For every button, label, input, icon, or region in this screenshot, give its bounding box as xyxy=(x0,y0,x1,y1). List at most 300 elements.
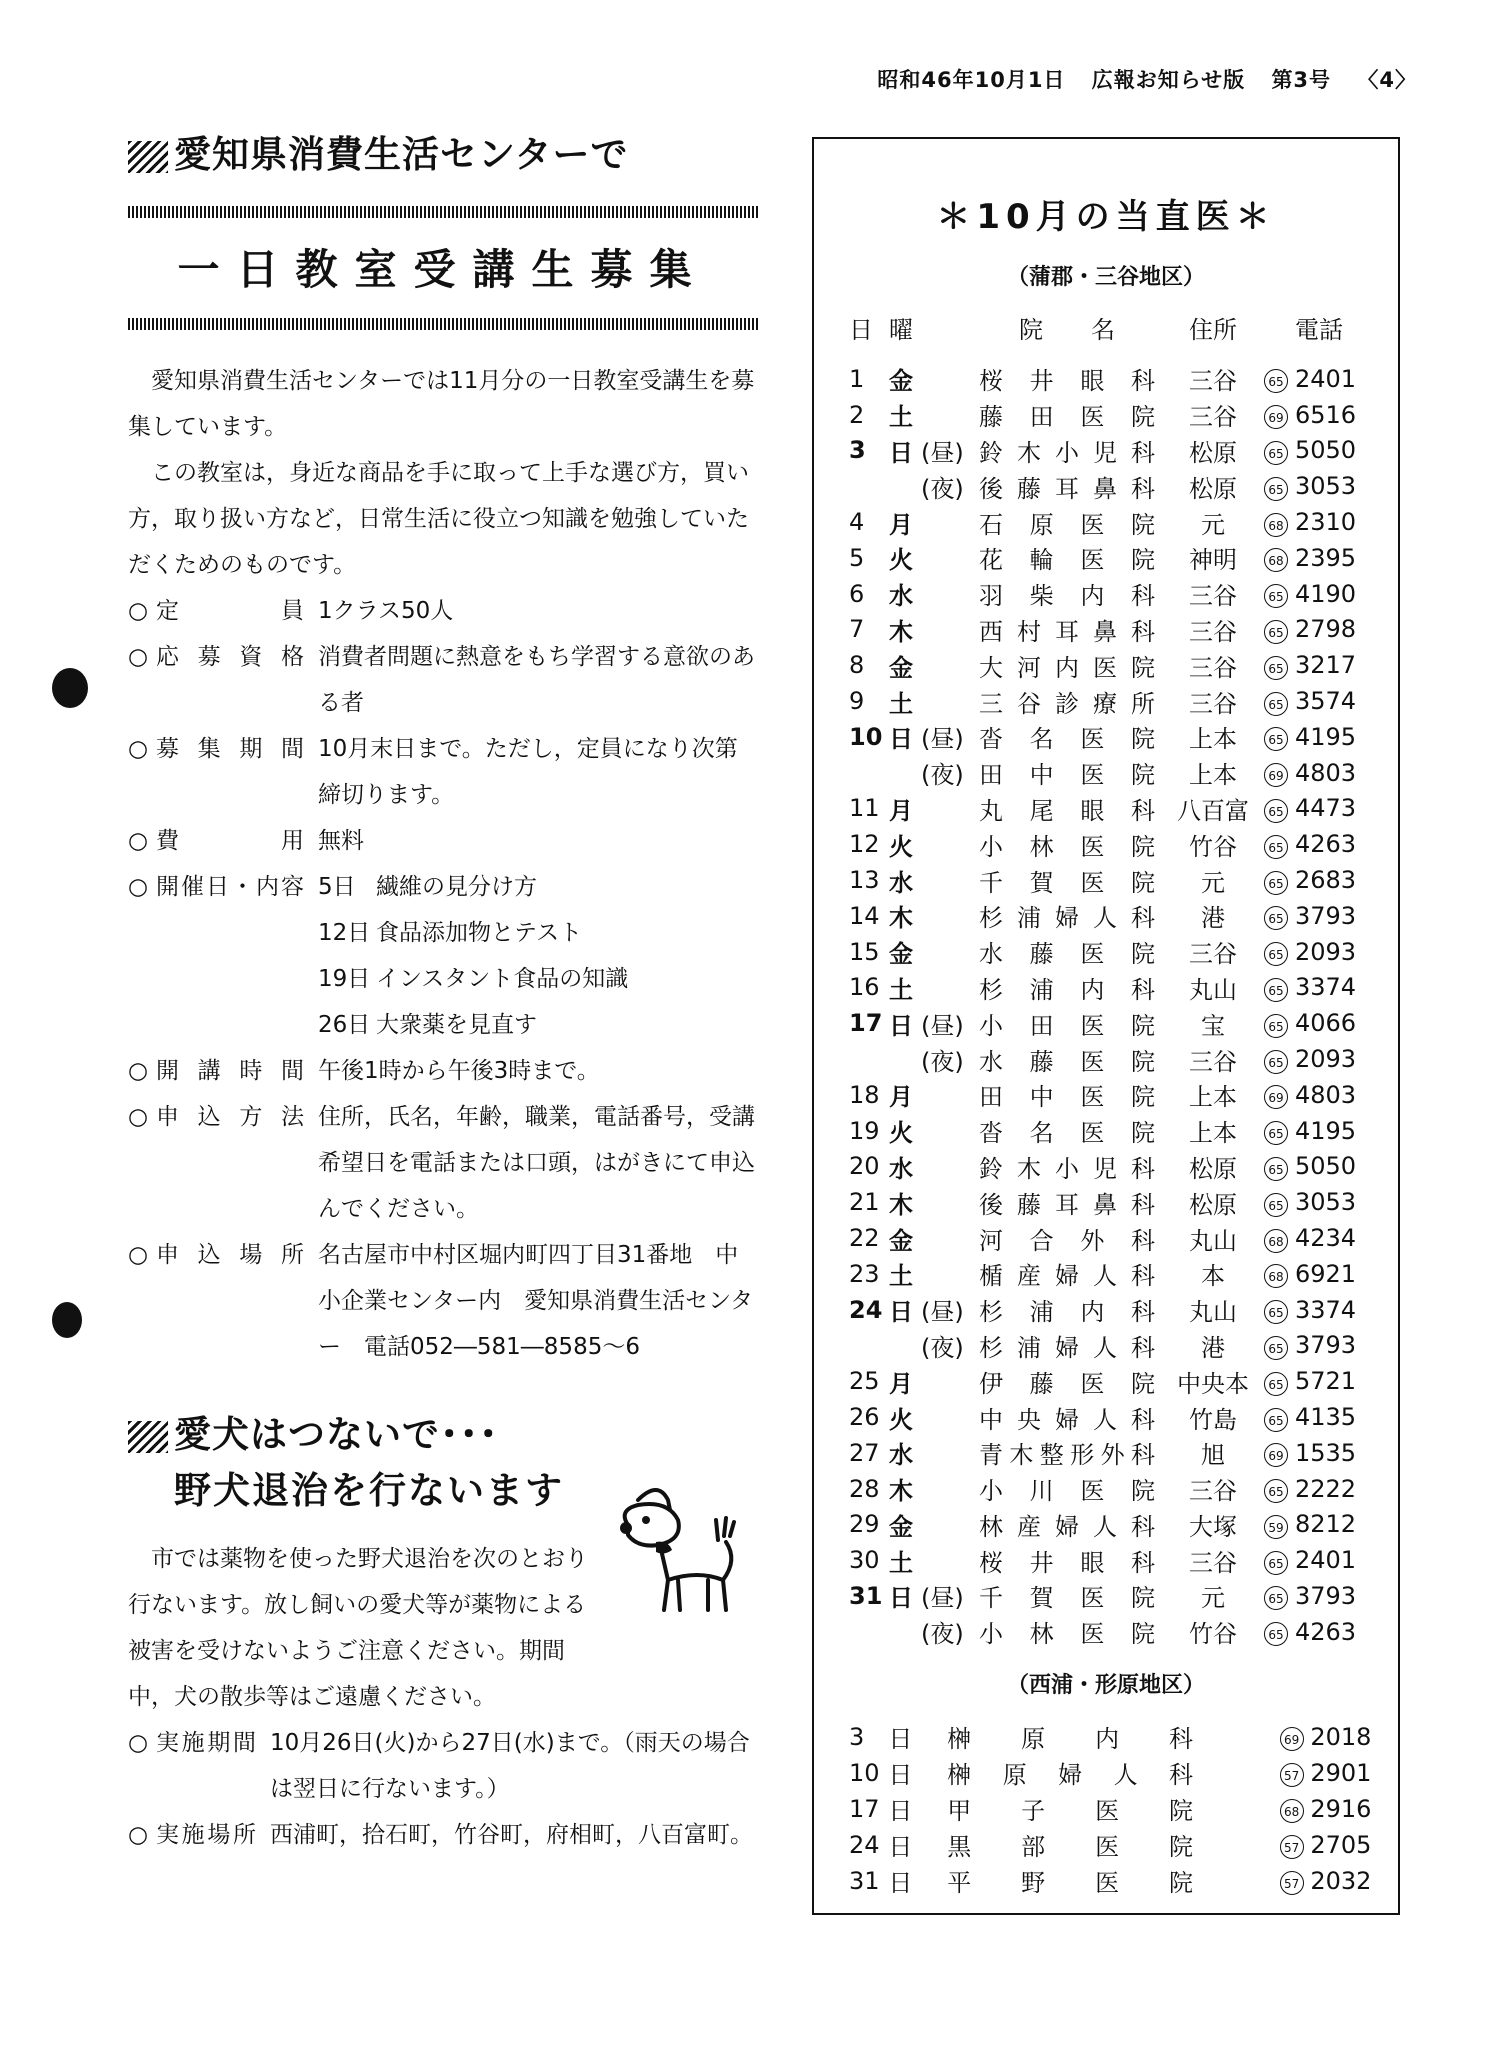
exchange-badge: 65 xyxy=(1264,1372,1288,1396)
table-row xyxy=(849,540,1389,576)
exchange-cell xyxy=(1257,937,1295,966)
weekday-cell: 日 xyxy=(889,725,913,754)
district-heading: （西浦・形原地区） xyxy=(1006,1672,1205,1698)
phone-cell: 2093 xyxy=(1295,1045,1357,1074)
clinic-name: 花輪医院 xyxy=(979,546,1155,575)
weekday-cell: 水 xyxy=(889,1441,913,1470)
exchange-badge: 65 xyxy=(1264,871,1288,895)
exchange-badge: 69 xyxy=(1264,1443,1288,1467)
exchange-cell xyxy=(1257,1474,1295,1503)
phone-cell: 6921 xyxy=(1295,1259,1357,1288)
exchange-cell xyxy=(1257,1080,1295,1109)
phone-cell: 6516 xyxy=(1295,400,1357,429)
schedule-item: ○ 開催日・内容 5日 繊維の見分け方 12日 食品添加物とテスト 19日 インスタント食品の知識 26日 大衆薬を見直す xyxy=(128,864,758,1048)
day-cell: 7 xyxy=(849,615,865,644)
phone-cell: 1535 xyxy=(1295,1438,1357,1467)
table-row xyxy=(849,1184,1389,1220)
exchange-cell xyxy=(1257,1224,1295,1253)
address-cell: 元 xyxy=(1201,1584,1225,1613)
phone-cell: 4263 xyxy=(1295,1617,1357,1646)
phone-cell: 2018 xyxy=(1310,1722,1372,1751)
day-cell: 8 xyxy=(849,651,865,680)
phone-cell: 2901 xyxy=(1310,1758,1372,1787)
day-cell: 22 xyxy=(849,1224,880,1253)
shift-cell: (昼) xyxy=(921,438,964,467)
duty-table xyxy=(849,305,1389,1650)
address-cell: 竹谷 xyxy=(1189,832,1237,861)
table-row xyxy=(849,1863,1389,1899)
info-item: ○ 費用 無料 xyxy=(128,828,364,854)
address-cell: 上本 xyxy=(1189,1119,1237,1148)
clinic-name: 桜井眼科 xyxy=(979,1548,1155,1577)
clinic-name: 大河内医院 xyxy=(979,653,1155,682)
phone-cell: 3217 xyxy=(1295,651,1357,680)
clinic-name: 石原医院 xyxy=(979,510,1155,539)
table-row xyxy=(849,826,1389,862)
table-row xyxy=(849,468,1389,504)
exchange-badge: 65 xyxy=(1264,441,1288,465)
phone-cell: 5050 xyxy=(1295,1152,1357,1181)
exchange-cell xyxy=(1257,1152,1295,1181)
address-cell: 神明 xyxy=(1189,546,1237,575)
address-cell: 大塚 xyxy=(1189,1512,1237,1541)
exchange-cell xyxy=(1257,866,1295,895)
phone-cell: 8212 xyxy=(1295,1510,1357,1539)
weekday-cell: 金 xyxy=(889,940,913,969)
consumer-heading: 愛知県消費生活センターで xyxy=(128,130,758,180)
phone-cell: 2093 xyxy=(1295,937,1357,966)
clinic-name: 小川医院 xyxy=(979,1477,1155,1506)
weekday-cell: 日 xyxy=(889,438,913,467)
table-row xyxy=(849,361,1389,397)
exchange-cell xyxy=(1257,973,1295,1002)
exchange-badge: 65 xyxy=(1264,942,1288,966)
phone-cell: 2916 xyxy=(1310,1794,1372,1823)
address-cell: 松原 xyxy=(1189,1154,1237,1183)
info-item: ○ 定員 1クラス50人 xyxy=(128,598,454,624)
day-cell: 19 xyxy=(849,1116,880,1145)
day-cell: 10 xyxy=(849,722,883,751)
weekday-cell: 日 xyxy=(888,1833,913,1862)
phone-cell: 3374 xyxy=(1295,1295,1357,1324)
phone-cell: 3374 xyxy=(1295,973,1357,1002)
exchange-badge: 65 xyxy=(1264,584,1288,608)
table-row xyxy=(849,504,1389,540)
address-cell: 旭 xyxy=(1201,1441,1225,1470)
clinic-name: 榊原内科 xyxy=(947,1725,1193,1754)
table-row xyxy=(849,1755,1389,1791)
phone-cell: 4195 xyxy=(1295,722,1357,751)
address-cell: 三谷 xyxy=(1189,940,1237,969)
clinic-name: 楯産婦人科 xyxy=(979,1262,1155,1291)
phone-cell: 4190 xyxy=(1295,579,1357,608)
weekday-cell: 日 xyxy=(889,1298,913,1327)
exchange-badge: 57 xyxy=(1280,1835,1304,1859)
table-row xyxy=(849,1292,1389,1328)
day-cell: 16 xyxy=(849,973,880,1002)
address-cell: 三谷 xyxy=(1189,582,1237,611)
exchange-badge: 65 xyxy=(1264,1157,1288,1181)
table-row xyxy=(849,1113,1389,1149)
day-cell: 12 xyxy=(849,830,880,859)
exchange-badge: 65 xyxy=(1264,799,1288,823)
weekday-cell: 日 xyxy=(889,1584,913,1613)
address-cell: 八百富 xyxy=(1177,796,1249,825)
address-cell: 上本 xyxy=(1189,1083,1237,1112)
day-cell: 10 xyxy=(849,1758,880,1787)
weekday-cell: 火 xyxy=(889,1119,913,1148)
weekday-cell: 木 xyxy=(889,1477,913,1506)
clinic-name: 小田医院 xyxy=(979,1011,1155,1040)
phone-cell: 5050 xyxy=(1295,436,1357,465)
table-row xyxy=(849,755,1389,791)
exchange-cell xyxy=(1257,794,1295,823)
ink-blot-2 xyxy=(52,1302,82,1338)
address-cell: 丸山 xyxy=(1189,1298,1237,1327)
table-row xyxy=(849,397,1389,433)
header-publication: 広報お知らせ版 xyxy=(1091,68,1246,92)
address-cell: 上本 xyxy=(1189,725,1237,754)
duty-rows-west xyxy=(849,1719,1389,1899)
exchange-badge: 57 xyxy=(1280,1871,1304,1895)
exchange-cell xyxy=(1257,758,1295,787)
exchange-badge: 69 xyxy=(1264,1085,1288,1109)
day-cell: 15 xyxy=(849,937,880,966)
address-cell: 三谷 xyxy=(1189,1477,1237,1506)
exchange-badge: 65 xyxy=(1264,1193,1288,1217)
exchange-cell xyxy=(1257,543,1295,572)
table-row xyxy=(849,791,1389,827)
day-cell: 25 xyxy=(849,1367,880,1396)
exchange-cell xyxy=(1257,508,1295,537)
phone-cell: 3574 xyxy=(1295,687,1357,716)
weekday-cell: 土 xyxy=(889,403,913,432)
weekday-cell: 火 xyxy=(889,1405,913,1434)
address-cell: 本 xyxy=(1201,1262,1225,1291)
day-cell: 3 xyxy=(849,1722,865,1751)
weekday-cell: 金 xyxy=(889,653,913,682)
address-cell: 三谷 xyxy=(1189,403,1237,432)
day-cell: 29 xyxy=(849,1510,880,1539)
clinic-name: 後藤耳鼻科 xyxy=(979,1190,1155,1219)
phone-cell: 3053 xyxy=(1295,1188,1357,1217)
exchange-cell xyxy=(1273,1866,1310,1895)
clinic-name: 沓名医院 xyxy=(979,725,1155,754)
shift-cell: (昼) xyxy=(921,725,964,754)
day-cell: 1 xyxy=(849,364,865,393)
clinic-name: 青木整形外科 xyxy=(979,1441,1155,1470)
phone-cell: 2683 xyxy=(1295,866,1357,895)
exchange-badge: 65 xyxy=(1264,1586,1288,1610)
phone-cell: 5721 xyxy=(1295,1367,1357,1396)
phone-cell: 4135 xyxy=(1295,1403,1357,1431)
clinic-name: 田中医院 xyxy=(979,761,1155,790)
weekday-cell: 土 xyxy=(889,689,913,718)
phone-cell: 2401 xyxy=(1295,364,1357,393)
weekday-cell: 水 xyxy=(889,582,913,611)
address-cell: 三谷 xyxy=(1189,1548,1237,1577)
header-issue: 第3号 xyxy=(1271,68,1332,92)
table-row xyxy=(849,612,1389,648)
dog-icon xyxy=(598,1470,758,1620)
address-cell: 中央本 xyxy=(1177,1369,1249,1398)
clinic-name: 西村耳鼻科 xyxy=(979,617,1155,646)
district-heading: （蒲郡・三谷地区） xyxy=(1006,265,1205,290)
weekday-cell: 日 xyxy=(888,1797,913,1826)
info-item: ○ 申込方法 住所，氏名，年齢，職業，電話番号，受講希望日を電話または口頭，はがきにて申込んでください。 xyxy=(128,1104,755,1222)
shift-cell: (昼) xyxy=(921,1584,964,1613)
phone-cell: 3793 xyxy=(1295,1331,1357,1360)
day-cell: 24 xyxy=(849,1830,880,1859)
table-row xyxy=(849,1363,1389,1399)
day-cell: 21 xyxy=(849,1188,880,1217)
consumer-body xyxy=(128,358,758,1370)
shift-cell: (夜) xyxy=(921,1047,964,1076)
table-row xyxy=(849,433,1389,469)
phone-cell: 3793 xyxy=(1295,1581,1357,1610)
clinic-name: 千賀医院 xyxy=(979,1584,1155,1613)
duty-title: ＊10月の当直医＊ xyxy=(936,197,1276,237)
clinic-name: 黒部医院 xyxy=(947,1833,1193,1862)
address-cell: 丸山 xyxy=(1189,1226,1237,1255)
exchange-badge: 68 xyxy=(1264,1264,1288,1288)
exchange-badge: 65 xyxy=(1264,1479,1288,1503)
address-cell: 三谷 xyxy=(1189,653,1237,682)
weekday-cell: 水 xyxy=(889,1154,913,1183)
day-cell: 4 xyxy=(849,508,865,537)
day-cell: 30 xyxy=(849,1546,880,1575)
exchange-cell xyxy=(1257,1009,1295,1038)
shift-cell: (夜) xyxy=(921,1333,964,1362)
clinic-name: 鈴木小児科 xyxy=(979,1154,1155,1183)
address-cell: 三谷 xyxy=(1189,617,1237,646)
dog-heading: 愛犬はつないで･･･ xyxy=(128,1410,758,1460)
exchange-cell xyxy=(1257,1617,1295,1646)
address-cell: 丸山 xyxy=(1189,975,1237,1004)
table-row xyxy=(849,862,1389,898)
header-page-number: 〈4〉 xyxy=(1357,68,1417,92)
weekday-cell: 火 xyxy=(889,832,913,861)
exchange-cell xyxy=(1257,651,1295,680)
exchange-badge: 68 xyxy=(1264,1229,1288,1253)
exchange-badge: 68 xyxy=(1264,513,1288,537)
exchange-badge: 59 xyxy=(1264,1515,1288,1539)
day-cell: 9 xyxy=(849,687,865,716)
address-cell: 宝 xyxy=(1201,1011,1225,1040)
clinic-name: 丸尾眼科 xyxy=(979,796,1155,825)
day-cell: 5 xyxy=(849,543,865,572)
table-row xyxy=(849,1719,1389,1755)
exchange-cell xyxy=(1257,722,1295,751)
address-cell: 松原 xyxy=(1189,474,1237,503)
table-row xyxy=(849,1507,1389,1543)
schedule-row: 12日 食品添加物とテスト xyxy=(318,920,583,946)
exchange-badge: 68 xyxy=(1280,1799,1304,1823)
clinic-name: 千賀医院 xyxy=(979,868,1155,897)
address-cell: 港 xyxy=(1201,1333,1225,1362)
weekday-cell: 土 xyxy=(889,1262,913,1291)
phone-cell: 4473 xyxy=(1295,794,1357,823)
table-row xyxy=(849,1220,1389,1256)
exchange-badge: 65 xyxy=(1264,692,1288,716)
address-cell: 三谷 xyxy=(1189,689,1237,718)
info-item: ○ 実施場所 西浦町，拾石町，竹谷町，府相町，八百富町。 xyxy=(128,1822,753,1848)
hatch-mark-icon xyxy=(128,141,168,173)
phone-cell: 4263 xyxy=(1295,830,1357,859)
clinic-name: 羽柴内科 xyxy=(979,582,1155,611)
address-cell: 三谷 xyxy=(1189,1047,1237,1076)
address-cell: 元 xyxy=(1201,868,1225,897)
paragraph: 愛知県消費生活センターでは11月分の一日教室受講生を募集しています。 xyxy=(128,368,755,440)
divider-stripe xyxy=(128,206,758,218)
table-row xyxy=(849,1077,1389,1113)
weekday-cell: 土 xyxy=(889,1548,913,1577)
clinic-name: 杉浦婦人科 xyxy=(979,1333,1155,1362)
exchange-badge: 69 xyxy=(1264,763,1288,787)
exchange-cell xyxy=(1257,1045,1295,1074)
address-cell: 竹島 xyxy=(1189,1405,1237,1434)
day-cell: 27 xyxy=(849,1438,880,1467)
address-cell: 三谷 xyxy=(1189,367,1237,396)
dog-subheading: 野犬退治を行ないます xyxy=(174,1469,564,1512)
day-cell: 11 xyxy=(849,794,880,823)
weekday-cell: 木 xyxy=(889,1190,913,1219)
clinic-name: 藤田医院 xyxy=(979,403,1155,432)
phone-cell: 2798 xyxy=(1295,615,1357,644)
weekday-cell: 日 xyxy=(889,1011,913,1040)
exchange-badge: 65 xyxy=(1264,1014,1288,1038)
clinic-name: 杉浦内科 xyxy=(979,975,1155,1004)
clinic-name: 杉浦婦人科 xyxy=(979,904,1155,933)
info-item: ○ 開講時間 午後1時から午後3時まで。 xyxy=(128,1058,600,1084)
shift-cell: (夜) xyxy=(921,474,964,503)
day-cell: 24 xyxy=(849,1295,883,1324)
table-row xyxy=(849,683,1389,719)
exchange-cell xyxy=(1257,1295,1295,1324)
phone-cell: 3053 xyxy=(1295,472,1357,501)
clinic-name: 小林医院 xyxy=(979,1620,1155,1649)
exchange-cell xyxy=(1273,1758,1310,1787)
consumer-title: 一日教室受講生募集 xyxy=(177,245,709,294)
address-cell: 上本 xyxy=(1189,761,1237,790)
exchange-cell xyxy=(1257,400,1295,429)
weekday-cell: 金 xyxy=(889,367,913,396)
shift-cell: (夜) xyxy=(921,761,964,790)
info-item: ○ 申込場所 名古屋市中村区堀内町四丁目31番地 中小企業センター内 愛知県消費生活センター 電話052―581―8585～6 xyxy=(128,1242,754,1360)
info-item: ○ 募集期間 10月末日まで。ただし，定員になり次第締切ります。 xyxy=(128,736,738,808)
shift-cell: (昼) xyxy=(921,1011,964,1040)
clinic-name: 杉浦内科 xyxy=(979,1298,1155,1327)
table-row xyxy=(849,576,1389,612)
weekday-cell: 水 xyxy=(889,868,913,897)
table-row xyxy=(849,1005,1389,1041)
exchange-cell xyxy=(1257,1188,1295,1217)
info-item: ○ 実施期間 10月26日(火)から27日(水)まで。（雨天の場合は翌日に行ないます。） xyxy=(128,1730,750,1802)
exchange-badge: 65 xyxy=(1264,727,1288,751)
exchange-badge: 65 xyxy=(1264,906,1288,930)
exchange-badge: 65 xyxy=(1264,656,1288,680)
exchange-cell xyxy=(1257,1259,1295,1288)
day-cell: 18 xyxy=(849,1080,880,1109)
phone-cell: 2395 xyxy=(1295,543,1357,572)
day-cell: 26 xyxy=(849,1403,880,1431)
paragraph: この教室は，身近な商品を手に取って上手な選び方，買い方，取り扱い方など，日常生活に役立つ知識を勉強していただくためのものです。 xyxy=(128,460,749,578)
exchange-badge: 65 xyxy=(1264,369,1288,393)
table-row xyxy=(849,719,1389,755)
clinic-name: 水藤医院 xyxy=(979,1047,1155,1076)
shift-cell: (夜) xyxy=(921,1620,964,1649)
address-cell: 松原 xyxy=(1189,1190,1237,1219)
exchange-badge: 65 xyxy=(1264,1121,1288,1145)
day-cell: 17 xyxy=(849,1794,880,1823)
ink-blot-1 xyxy=(52,668,88,708)
exchange-badge: 65 xyxy=(1264,1551,1288,1575)
table-header: 日 曜 院 名 住所 電話 xyxy=(849,315,1343,344)
exchange-badge: 69 xyxy=(1280,1727,1304,1751)
exchange-cell xyxy=(1273,1794,1310,1823)
day-cell: 6 xyxy=(849,579,865,608)
weekday-cell: 日 xyxy=(888,1761,913,1790)
exchange-cell xyxy=(1257,1367,1295,1396)
phone-cell: 4803 xyxy=(1295,1080,1357,1109)
day-cell: 31 xyxy=(849,1581,883,1610)
clinic-name: 鈴木小児科 xyxy=(979,438,1155,467)
exchange-badge: 65 xyxy=(1264,1408,1288,1432)
shift-cell: (昼) xyxy=(921,1298,964,1327)
address-cell: 竹谷 xyxy=(1189,1620,1237,1649)
table-row xyxy=(849,1578,1389,1614)
day-cell: 17 xyxy=(849,1009,883,1038)
duty-doctors-box xyxy=(812,137,1400,1915)
hatch-mark-icon xyxy=(128,1421,168,1453)
exchange-badge: 68 xyxy=(1264,548,1288,572)
clinic-name: 中央婦人科 xyxy=(979,1405,1155,1434)
exchange-badge: 65 xyxy=(1264,978,1288,1002)
weekday-cell: 月 xyxy=(889,1369,913,1398)
exchange-badge: 69 xyxy=(1264,405,1288,429)
phone-cell: 2401 xyxy=(1295,1546,1357,1575)
exchange-cell xyxy=(1257,1403,1295,1432)
table-row xyxy=(849,1256,1389,1292)
phone-cell: 4195 xyxy=(1295,1116,1357,1145)
exchange-cell xyxy=(1257,615,1295,644)
day-cell: 13 xyxy=(849,866,880,895)
table-row xyxy=(849,1614,1389,1650)
table-row xyxy=(849,1399,1389,1435)
table-row xyxy=(849,1791,1389,1827)
exchange-cell xyxy=(1257,901,1295,930)
phone-cell: 2222 xyxy=(1295,1474,1357,1503)
day-cell: 31 xyxy=(849,1866,880,1895)
page-header xyxy=(859,64,1417,94)
exchange-cell xyxy=(1257,1438,1295,1467)
left-column xyxy=(128,130,758,1858)
duty-rows xyxy=(849,361,1389,1650)
exchange-badge: 65 xyxy=(1264,1336,1288,1360)
exchange-badge: 65 xyxy=(1264,1622,1288,1646)
weekday-cell: 土 xyxy=(889,975,913,1004)
phone-cell: 3793 xyxy=(1295,901,1357,930)
table-row xyxy=(849,934,1389,970)
weekday-cell: 月 xyxy=(889,796,913,825)
day-cell: 2 xyxy=(849,400,865,429)
clinic-name: 河合外科 xyxy=(979,1226,1155,1255)
dog-intro: 市では薬物を使った野犬退治を次のとおり行ないます。放し飼いの愛犬等が薬物による被害を受けないようご注意ください。期間中，犬の散歩等はご遠慮ください。 xyxy=(128,1546,588,1710)
schedule-row: 26日 大衆薬を見直す xyxy=(318,1012,537,1038)
clinic-name: 林産婦人科 xyxy=(979,1512,1155,1541)
header-date: 昭和46年10月1日 xyxy=(877,68,1066,92)
phone-cell: 4234 xyxy=(1295,1224,1357,1253)
